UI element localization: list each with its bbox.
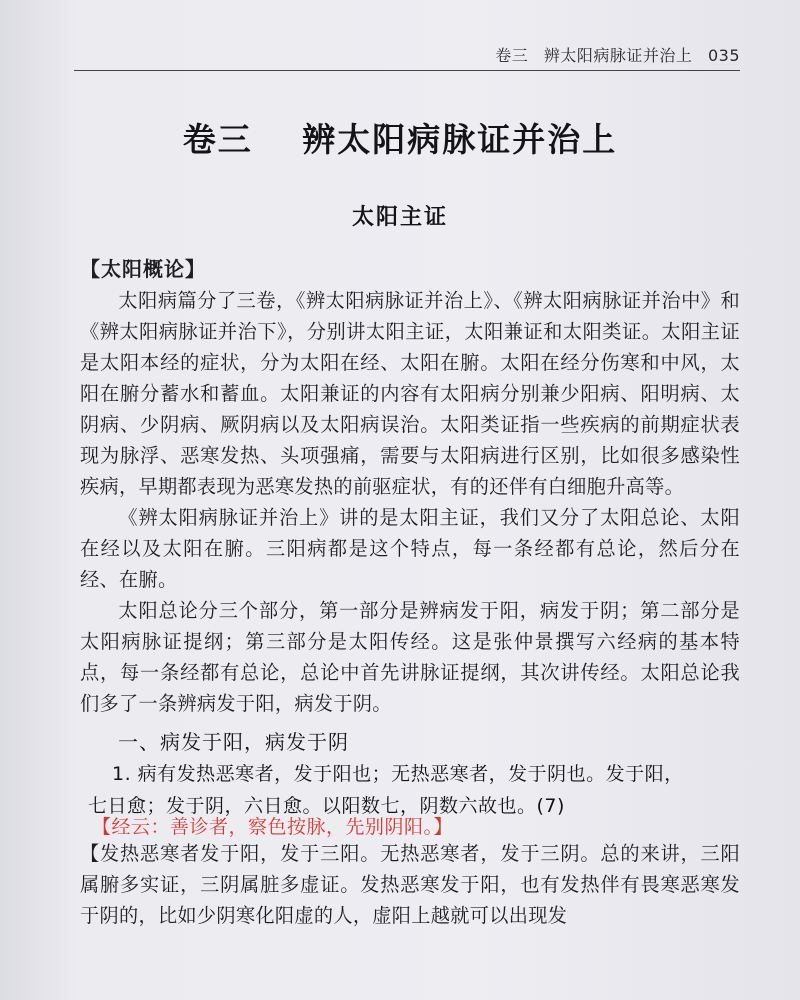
running-head (74, 44, 740, 71)
overview-paragraph-2: 《辨太阳病脉证并治上》讲的是太阳主证，我们又分了太阳总论、太阳在经以及太阳在腑。三阳病都是这个特点，每一条经都有总论，然后分在经、在腑。 (80, 506, 740, 591)
section-title: 太阳主证 (351, 205, 448, 230)
chapter-name: 辨太阳病脉证并治上 (302, 120, 618, 159)
overview-block (80, 254, 740, 719)
commentary-paragraph: 【发热恶寒者发于阳，发于三阳。无热恶寒者，发于三阴。总的来讲，三阳属腑多实证，三阴属脏多虚证。发热恶寒发于阳，也有发热伴有畏寒恶寒发于阴的，比如少阴寒化阳虚的人，虚阳上越就可以出现发 (80, 842, 740, 927)
running-head-title: 辨太阳病脉证并治上 (543, 46, 693, 65)
verse-line-2: 七日愈；发于阴，六日愈。以阳数七，阴数六故也。(7) (88, 795, 565, 817)
running-head-chapter: 卷三 (495, 46, 529, 65)
chapter-title (0, 114, 800, 161)
page-number: 035 (707, 46, 740, 65)
classic-quote-note: 【经云：善诊者，察色按脉，先别阴阳。】 (92, 816, 454, 838)
overview-paragraph-1: 太阳病篇分了三卷，《辨太阳病脉证并治上》、《辨太阳病脉证并治中》和《辨太阳病脉证并治下》，分别讲太阳主证，太阳兼证和太阳类证。太阳主证是太阳本经的症状，分为太阳在经、太阳在腑。太阳在经分伤寒和中风，太阳在腑分蓄水和蓄血。太阳兼证的内容有太阳病分别兼少阳病、阳明病、太阴病、少阴病、厥阴病以及太阳病误治。太阳类证指一些疾病的前期症状表现为脉浮、恶寒发热、头项强痛，需要与太阳病进行区别，比如很多感染性疾病，早期都表现为恶寒发热的前驱症状，有的还伴有白细胞升高等。 (80, 289, 740, 498)
verse-line-1: 1. 病有发热恶寒者，发于阳也；无热恶寒者，发于阴也。发于阳， (112, 763, 684, 785)
chapter-number: 卷三 (182, 120, 253, 159)
running-head-text (495, 43, 740, 66)
overview-paragraph-3: 太阳总论分三个部分，第一部分是辨病发于阳，病发于阴；第二部分是太阳病脉证提纲；第三部分是太阳传经。这是张仲景撰写六经病的基本特点，每一条经都有总论，总论中首先讲脉证提纲，其次讲传经。太阳总论我们多了一条辨病发于阳，病发于阴。 (80, 599, 740, 715)
commentary-block (80, 838, 740, 931)
overview-heading: 【太阳概论】 (80, 257, 206, 281)
subsection-heading: 一、病发于阳，病发于阴 (118, 730, 349, 754)
